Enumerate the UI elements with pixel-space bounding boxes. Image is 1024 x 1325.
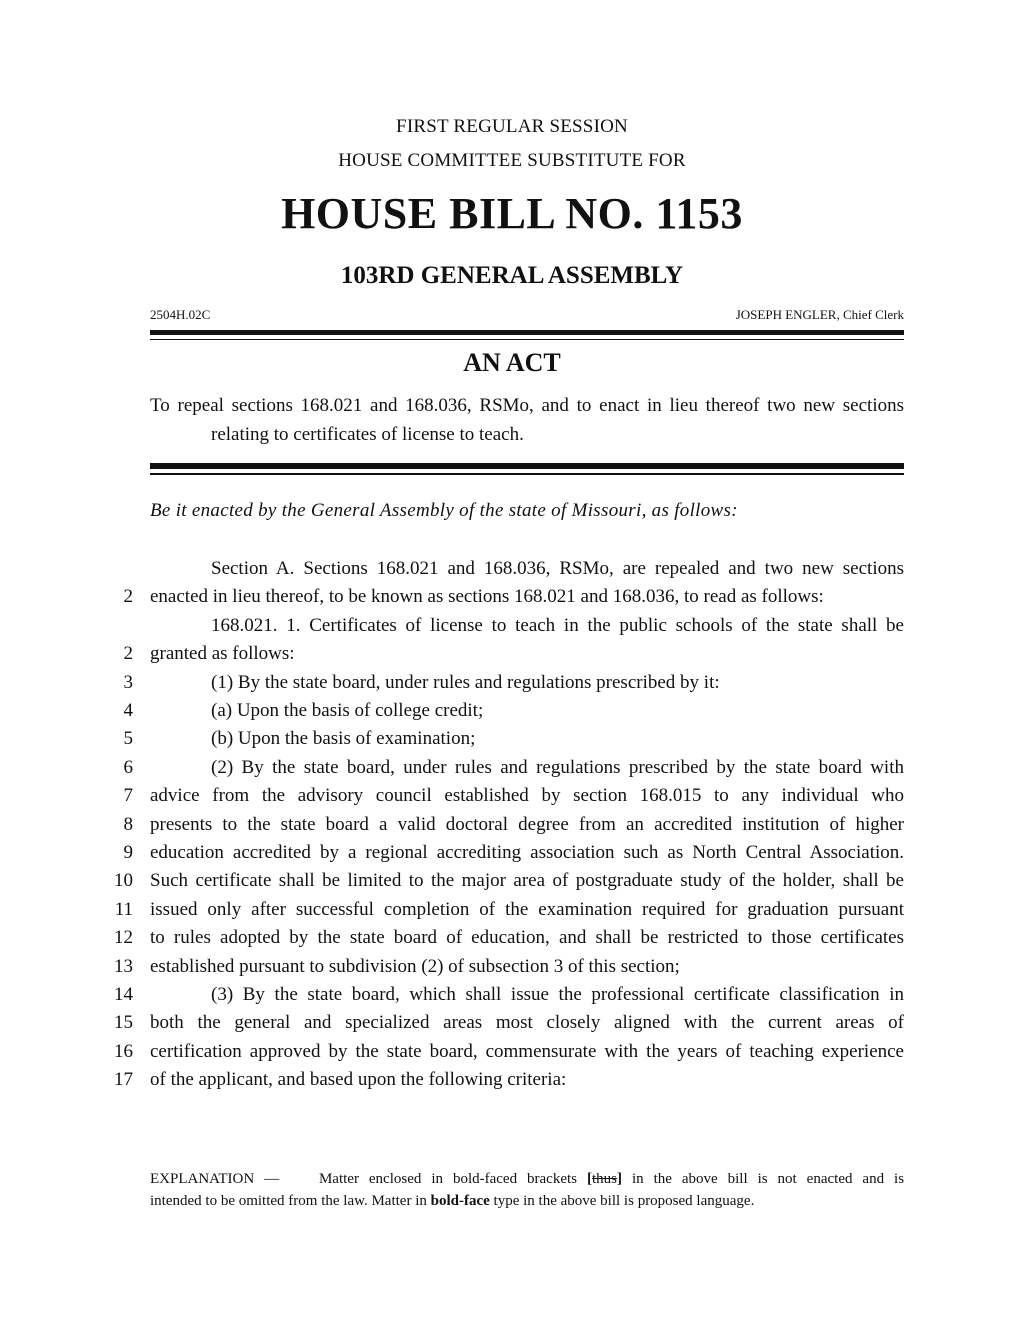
bill-text-line: issued only after successful completion of the examination required for graduation pursuant <box>150 899 904 920</box>
enacting-clause: Be it enacted by the General Assembly of the state of Missouri, as follows: <box>150 500 738 521</box>
bill-text-line: 168.021. 1. Certificates of license to teach in the public schools of the state shall be <box>211 615 904 636</box>
act-rule-thin <box>150 473 904 475</box>
bill-text-line: of the applicant, and based upon the following criteria: <box>150 1069 567 1090</box>
line-number: 11 <box>114 899 133 920</box>
line-number: 5 <box>123 728 133 749</box>
line-number: 16 <box>114 1041 133 1062</box>
line-number: 2 <box>123 643 133 664</box>
bill-text-line: education accredited by a regional accrediting association such as North Central Association. <box>150 842 904 863</box>
explanation-note <box>150 1168 904 1212</box>
doc-code: 2504H.02C <box>150 307 211 322</box>
explanation-line-1 <box>150 1168 904 1190</box>
bill-text-line: Section A. Sections 168.021 and 168.036, RSMo, are repealed and two new sections <box>211 558 904 579</box>
line-number: 13 <box>114 956 133 977</box>
act-purpose-line-1: To repeal sections 168.021 and 168.036, RSMo, and to enact in lieu thereof two new sections <box>150 395 904 416</box>
bill-text-line: granted as follows: <box>150 643 295 664</box>
line-number: 2 <box>123 586 133 607</box>
bill-title: HOUSE BILL NO. 1153 <box>281 189 743 238</box>
line-number: 3 <box>123 672 133 693</box>
line-number: 9 <box>123 842 133 863</box>
bill-text-line: enacted in lieu thereof, to be known as sections 168.021 and 168.036, to read as follows: <box>150 586 824 607</box>
act-rule-thick <box>150 463 904 469</box>
bracket-close: ] <box>617 1171 622 1187</box>
bill-text-line: (b) Upon the basis of examination; <box>211 728 476 749</box>
line-number: 7 <box>123 785 133 806</box>
chief-clerk: JOSEPH ENGLER, Chief Clerk <box>735 307 904 322</box>
bill-text-line: Such certificate shall be limited to the major area of postgraduate study of the holder, shall be <box>150 870 904 891</box>
line-number: 8 <box>123 814 133 835</box>
bracket-open: [ <box>586 1171 592 1187</box>
line-number: 14 <box>114 984 133 1005</box>
explanation-part-3: type in the above bill is proposed language. <box>493 1193 755 1209</box>
line-number: 17 <box>114 1069 133 1090</box>
explanation-line-2 <box>150 1190 904 1212</box>
session-label: FIRST REGULAR SESSION <box>396 116 628 137</box>
explanation-part-2a: in the above bill is not enacted and is <box>631 1171 905 1187</box>
bill-text-line: (1) By the state board, under rules and regulations prescribed by it: <box>211 672 720 693</box>
line-number: 10 <box>114 870 133 891</box>
line-number: 4 <box>123 700 133 721</box>
line-number: 12 <box>114 927 133 948</box>
bill-text-line: (3) By the state board, which shall issue the professional certificate classification in <box>211 984 904 1005</box>
bill-text-line: both the general and specialized areas most closely aligned with the current areas of <box>150 1012 904 1033</box>
act-purpose-line-2: relating to certificates of license to teach. <box>211 424 524 445</box>
bold-face-example: bold-face <box>430 1193 490 1209</box>
bill-text-line: presents to the state board a valid doctoral degree from an accredited institution of higher <box>150 814 904 835</box>
substitute-label: HOUSE COMMITTEE SUBSTITUTE FOR <box>338 150 686 171</box>
assembly-label: 103RD GENERAL ASSEMBLY <box>340 262 684 289</box>
struck-example: thus <box>591 1171 617 1187</box>
explanation-label: EXPLANATION — <box>150 1171 280 1187</box>
bill-text-line: to rules adopted by the state board of education, and shall be restricted to those certificates <box>150 927 904 948</box>
bill-text-line: (2) By the state board, under rules and regulations prescribed by the state board with <box>211 757 904 778</box>
header-rule-thick <box>150 330 904 335</box>
line-number: 15 <box>114 1012 133 1033</box>
line-number: 6 <box>123 757 133 778</box>
bill-text-line: advice from the advisory council established by section 168.015 to any individual who <box>150 785 904 806</box>
bill-text-line: certification approved by the state board, commensurate with the years of teaching experience <box>150 1041 904 1062</box>
bill-text-line: (a) Upon the basis of college credit; <box>211 700 484 721</box>
explanation-part-1: Matter enclosed in bold-faced brackets <box>318 1171 578 1187</box>
explanation-part-2b: intended to be omitted from the law. Matter in <box>150 1193 427 1209</box>
act-heading: AN ACT <box>463 348 561 377</box>
header-rule-thin <box>150 339 904 340</box>
bill-text-line: established pursuant to subdivision (2) of subsection 3 of this section; <box>150 956 680 977</box>
